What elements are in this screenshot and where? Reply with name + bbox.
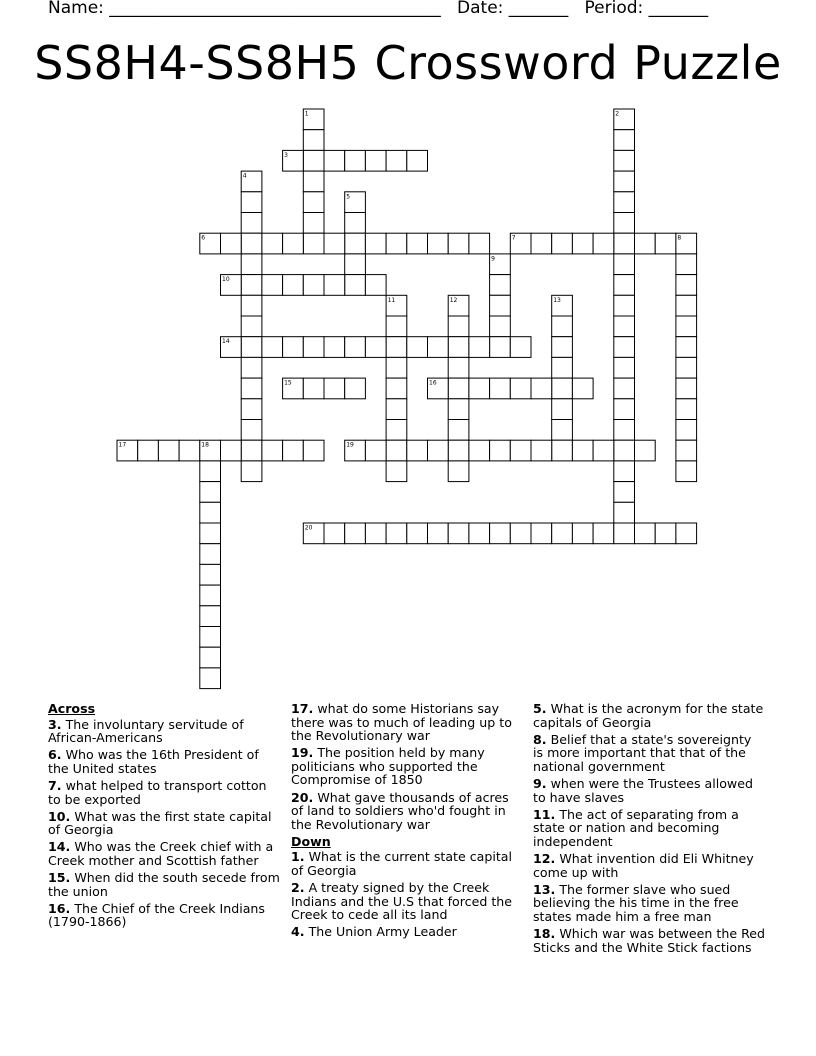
clue-item [533, 702, 765, 729]
grid-cell[interactable] [531, 440, 552, 461]
clue-column-1 [48, 702, 280, 932]
page-title: SS8H4-SS8H5 Crossword Puzzle [34, 36, 782, 90]
clue-text: What is the acronym for the state capitals of Georgia [533, 701, 764, 730]
grid-cell[interactable] [655, 523, 676, 544]
grid-cell[interactable] [448, 337, 469, 358]
grid-cell[interactable] [552, 316, 573, 337]
grid-cell[interactable] [676, 316, 697, 337]
grid-cell[interactable] [365, 275, 386, 296]
clue-text: A treaty signed by the Creek Indians and the U.S that forced the Creek to cede all its land [291, 880, 512, 923]
clue-text: The Chief of the Creek Indians (1790-1866) [48, 900, 265, 930]
grid-cell[interactable] [303, 130, 324, 151]
grid-cell[interactable] [303, 150, 324, 171]
grid-cell[interactable] [241, 420, 262, 441]
cell-number: 13 [553, 296, 561, 304]
grid-cell[interactable] [241, 399, 262, 420]
grid-cell[interactable] [386, 357, 407, 378]
grid-cell[interactable] [303, 378, 324, 399]
clue-number: 2. [291, 880, 305, 896]
cell-number: 19 [346, 441, 354, 449]
clue-text: What gave thousands of acres of land to soldiers who'd fought in the Revolutionary war [291, 789, 509, 832]
clue-item [291, 850, 523, 877]
clue-text: when were the Trustees allowed to have slaves [533, 775, 753, 805]
grid-cell[interactable] [614, 482, 635, 503]
grid-cell[interactable] [552, 523, 573, 544]
grid-cell[interactable] [407, 523, 428, 544]
grid-cell[interactable] [614, 295, 635, 316]
clue-list-down-1 [291, 850, 523, 939]
grid-cell[interactable] [345, 337, 366, 358]
cell-number: 17 [118, 441, 127, 449]
clue-number: 13. [533, 881, 556, 897]
grid-cell[interactable] [262, 275, 283, 296]
cell-number: 7 [511, 234, 516, 242]
grid-cell[interactable] [635, 233, 656, 254]
cell-number: 12 [449, 296, 458, 304]
clue-number: 4. [291, 924, 305, 940]
grid-cell[interactable] [614, 357, 635, 378]
clue-text: what helped to transport cotton to be exported [48, 777, 267, 807]
grid-cell[interactable] [614, 502, 635, 523]
grid-cell[interactable] [531, 378, 552, 399]
clue-number: 14. [48, 839, 71, 855]
name-label: Name: _______________________________________ [48, 0, 441, 18]
grid-cell[interactable] [345, 213, 366, 234]
grid-cell[interactable] [469, 337, 490, 358]
grid-cell[interactable] [469, 378, 490, 399]
grid-cell[interactable] [572, 233, 593, 254]
grid-cell[interactable] [324, 337, 345, 358]
clue-item [533, 883, 765, 924]
grid-cell[interactable] [283, 275, 304, 296]
clue-item [291, 881, 523, 922]
grid-cell[interactable] [448, 461, 469, 482]
grid-cell[interactable] [490, 440, 511, 461]
clue-text: What invention did Eli Whitney come up with [533, 850, 754, 880]
grid-cell[interactable] [241, 440, 262, 461]
grid-cell[interactable] [241, 254, 262, 275]
grid-cell[interactable] [407, 150, 428, 171]
clue-number: 1. [291, 849, 305, 865]
grid-cell[interactable] [448, 357, 469, 378]
cell-number: 18 [201, 441, 209, 449]
grid-cell[interactable] [676, 254, 697, 275]
clue-number: 12. [533, 850, 556, 866]
grid-cell[interactable] [345, 523, 366, 544]
clue-column-3 [533, 702, 765, 958]
grid-cell[interactable] [490, 275, 511, 296]
grid-cell[interactable] [552, 378, 573, 399]
grid-cell[interactable] [407, 233, 428, 254]
grid-cell[interactable] [676, 295, 697, 316]
cell-number: 14 [222, 338, 230, 346]
clue-number: 15. [48, 870, 71, 886]
clue-list-down-2 [533, 702, 765, 954]
grid-cell[interactable] [386, 440, 407, 461]
clue-number: 17. [291, 701, 314, 716]
grid-cell[interactable] [386, 461, 407, 482]
clue-item [533, 808, 765, 849]
grid-cell[interactable] [635, 523, 656, 544]
grid-cell[interactable] [676, 378, 697, 399]
grid-cell[interactable] [324, 275, 345, 296]
cell-number: 8 [677, 234, 682, 242]
grid-cell[interactable] [386, 523, 407, 544]
grid-cell[interactable] [200, 627, 221, 648]
grid-cell[interactable] [614, 523, 635, 544]
grid-cell[interactable] [614, 316, 635, 337]
grid-cell[interactable] [448, 233, 469, 254]
grid-cell[interactable] [262, 440, 283, 461]
clue-item [48, 871, 280, 898]
grid-cell[interactable] [303, 213, 324, 234]
grid-cell[interactable] [200, 544, 221, 565]
grid-cell[interactable] [241, 192, 262, 213]
cell-number: 2 [615, 110, 620, 118]
clue-list-across-2 [291, 702, 523, 831]
grid-cell[interactable] [345, 378, 366, 399]
grid-cell[interactable] [428, 337, 449, 358]
grid-cell[interactable] [386, 233, 407, 254]
grid-cell[interactable] [490, 295, 511, 316]
grid-cell[interactable] [241, 337, 262, 358]
cell-number: 6 [201, 234, 206, 242]
grid-cell[interactable] [303, 337, 324, 358]
clue-column-2 [291, 702, 523, 943]
clue-item [48, 902, 280, 929]
grid-cell[interactable] [490, 316, 511, 337]
grid-cell[interactable] [324, 233, 345, 254]
grid-cell[interactable] [283, 233, 304, 254]
grid-cell[interactable] [614, 192, 635, 213]
clue-text: What is the current state capital of Georgia [291, 849, 513, 879]
clue-text: The Union Army Leader [304, 924, 457, 940]
grid-cell[interactable] [200, 461, 221, 482]
period-label: Period: _______ [584, 0, 709, 18]
grid-cell[interactable] [386, 378, 407, 399]
grid-cell[interactable] [138, 440, 159, 461]
grid-cell[interactable] [676, 420, 697, 441]
grid-cell[interactable] [448, 440, 469, 461]
grid-cell[interactable] [200, 606, 221, 627]
clue-item [291, 791, 523, 832]
clue-number: 5. [533, 701, 547, 716]
grid-cell[interactable] [676, 337, 697, 358]
grid-cell[interactable] [365, 150, 386, 171]
grid-cell[interactable] [469, 440, 490, 461]
clue-text: When did the south secede from the union [48, 870, 280, 899]
clue-item [48, 748, 280, 775]
cell-number: 20 [304, 524, 313, 532]
grid-cell[interactable] [345, 275, 366, 296]
grid-cell[interactable] [510, 378, 531, 399]
grid-cell[interactable] [262, 337, 283, 358]
grid-cell[interactable] [407, 440, 428, 461]
clue-text: what do some Historians say there was to much of leading up to the Revolutionary war [291, 701, 512, 744]
clue-number: 11. [533, 806, 556, 822]
grid-cell[interactable] [510, 337, 531, 358]
grid-cell[interactable] [614, 254, 635, 275]
clue-item [48, 718, 280, 745]
grid-cell[interactable] [490, 378, 511, 399]
clue-list-across-1 [48, 718, 280, 929]
grid-cell[interactable] [241, 357, 262, 378]
grid-cell[interactable] [241, 378, 262, 399]
clue-number: 7. [48, 777, 62, 793]
grid-cell[interactable] [614, 171, 635, 192]
grid-cell[interactable] [324, 378, 345, 399]
clue-number: 6. [48, 747, 62, 763]
clue-item [291, 746, 523, 787]
grid-cell[interactable] [283, 440, 304, 461]
grid-cell[interactable] [386, 337, 407, 358]
date-label: Date: _______ [457, 0, 569, 18]
grid-cell[interactable] [469, 523, 490, 544]
cell-number: 11 [387, 296, 396, 304]
grid-cell[interactable] [676, 523, 697, 544]
grid-cell[interactable] [614, 440, 635, 461]
grid-cell[interactable] [572, 440, 593, 461]
grid-cell[interactable] [614, 130, 635, 151]
grid-cell[interactable] [428, 523, 449, 544]
grid-cell[interactable] [552, 399, 573, 420]
clue-number: 20. [291, 789, 314, 805]
clue-number: 10. [48, 808, 71, 824]
clue-number: 8. [533, 731, 547, 747]
cell-number: 3 [284, 151, 288, 159]
grid-cell[interactable] [365, 440, 386, 461]
grid-cell[interactable] [614, 275, 635, 296]
clue-text: The former slave who sued believing the his time in the free states made him a free man [533, 881, 739, 924]
grid-cell[interactable] [324, 150, 345, 171]
cell-number: 1 [304, 110, 309, 118]
clue-text: Belief that a state's sovereignty is more important that that of the national government [533, 731, 752, 774]
clue-text: Who was the Creek chief with a Creek mother and Scottish father [48, 839, 274, 868]
clue-item [533, 733, 765, 774]
clue-item [48, 840, 280, 867]
clue-item [533, 927, 765, 954]
cell-number: 16 [429, 379, 437, 387]
grid-cell[interactable] [158, 440, 179, 461]
clue-text: The involuntary servitude of African-Americans [48, 716, 244, 746]
clue-item [291, 702, 523, 743]
clue-item [48, 810, 280, 837]
grid-cell[interactable] [531, 523, 552, 544]
grid-cell[interactable] [552, 420, 573, 441]
cell-number: 9 [491, 255, 495, 263]
grid-cell[interactable] [386, 150, 407, 171]
grid-cell[interactable] [386, 399, 407, 420]
grid-cell[interactable] [241, 213, 262, 234]
grid-cell[interactable] [614, 233, 635, 254]
grid-cell[interactable] [448, 420, 469, 441]
grid-cell[interactable] [614, 399, 635, 420]
grid-cell[interactable] [428, 233, 449, 254]
grid-cell[interactable] [614, 150, 635, 171]
grid-cell[interactable] [490, 523, 511, 544]
cell-number: 15 [284, 379, 292, 387]
cell-number: 5 [346, 193, 351, 201]
grid-cell[interactable] [200, 647, 221, 668]
grid-cell[interactable] [200, 502, 221, 523]
grid-cell[interactable] [262, 233, 283, 254]
grid-cell[interactable] [593, 233, 614, 254]
grid-cell[interactable] [676, 440, 697, 461]
grid-cell[interactable] [593, 440, 614, 461]
clue-text: Who was the 16th President of the United states [48, 747, 259, 776]
grid-cell[interactable] [614, 213, 635, 234]
cell-number: 10 [222, 276, 230, 284]
grid-cell[interactable] [635, 440, 656, 461]
grid-cell[interactable] [593, 523, 614, 544]
grid-cell[interactable] [552, 337, 573, 358]
grid-cell[interactable] [200, 482, 221, 503]
clue-item [533, 777, 765, 804]
grid-cell[interactable] [614, 461, 635, 482]
grid-cell[interactable] [428, 440, 449, 461]
grid-cell[interactable] [386, 316, 407, 337]
grid-cell[interactable] [200, 668, 221, 689]
grid-cell[interactable] [510, 523, 531, 544]
grid-cell[interactable] [241, 461, 262, 482]
grid-cell[interactable] [448, 523, 469, 544]
grid-cell[interactable] [469, 233, 490, 254]
grid-cell[interactable] [531, 233, 552, 254]
grid-cell[interactable] [552, 233, 573, 254]
grid-cell[interactable] [200, 564, 221, 585]
grid-cell[interactable] [448, 316, 469, 337]
grid-cell[interactable] [490, 337, 511, 358]
grid-cell[interactable] [283, 337, 304, 358]
grid-cell[interactable] [614, 420, 635, 441]
clue-text: Which war was between the Red Sticks and the White Stick factions [533, 925, 765, 955]
grid-cell[interactable] [221, 440, 242, 461]
grid-cell[interactable] [676, 357, 697, 378]
clue-number: 19. [291, 745, 314, 761]
clue-number: 16. [48, 900, 71, 916]
down-heading: Down [291, 833, 331, 849]
grid-cell[interactable] [676, 399, 697, 420]
grid-cell[interactable] [241, 233, 262, 254]
grid-cell[interactable] [241, 316, 262, 337]
grid-cell[interactable] [386, 420, 407, 441]
clue-text: The position held by many politicians who supported the Compromise of 1850 [291, 745, 485, 788]
grid-cell[interactable] [365, 523, 386, 544]
grid-cell[interactable] [200, 585, 221, 606]
grid-cell[interactable] [365, 233, 386, 254]
grid-cell[interactable] [303, 192, 324, 213]
clue-number: 9. [533, 775, 547, 791]
grid-cell[interactable] [552, 357, 573, 378]
grid-cell[interactable] [200, 523, 221, 544]
clue-item [533, 852, 765, 879]
grid-cell[interactable] [448, 378, 469, 399]
grid-cell[interactable] [572, 378, 593, 399]
grid-cell[interactable] [303, 233, 324, 254]
grid-cell[interactable] [552, 440, 573, 461]
grid-cell[interactable] [221, 233, 242, 254]
grid-cell[interactable] [676, 275, 697, 296]
clue-item [48, 779, 280, 806]
grid-cell[interactable] [614, 378, 635, 399]
grid-cell[interactable] [448, 399, 469, 420]
grid-cell[interactable] [179, 440, 200, 461]
clue-number: 3. [48, 716, 62, 732]
grid-cell[interactable] [655, 233, 676, 254]
grid-cell[interactable] [676, 461, 697, 482]
grid-cell[interactable] [345, 150, 366, 171]
clue-text: What was the first state capital of Georgia [48, 808, 272, 838]
grid-cell[interactable] [303, 171, 324, 192]
grid-cell[interactable] [407, 337, 428, 358]
grid-cell[interactable] [510, 440, 531, 461]
grid-cell[interactable] [365, 337, 386, 358]
grid-cell[interactable] [345, 254, 366, 275]
clue-item [291, 925, 523, 939]
clue-number: 18. [533, 925, 556, 941]
grid-cell[interactable] [241, 295, 262, 316]
across-heading: Across [48, 701, 96, 716]
clue-text: The act of separating from a state or nation and becoming independent [533, 806, 739, 849]
grid-cell[interactable] [614, 337, 635, 358]
grid-cell[interactable] [324, 523, 345, 544]
grid-cell[interactable] [572, 523, 593, 544]
grid-cell[interactable] [241, 275, 262, 296]
grid-cell[interactable] [303, 440, 324, 461]
grid-cell[interactable] [345, 233, 366, 254]
cell-number: 4 [242, 172, 247, 180]
grid-cell[interactable] [303, 275, 324, 296]
